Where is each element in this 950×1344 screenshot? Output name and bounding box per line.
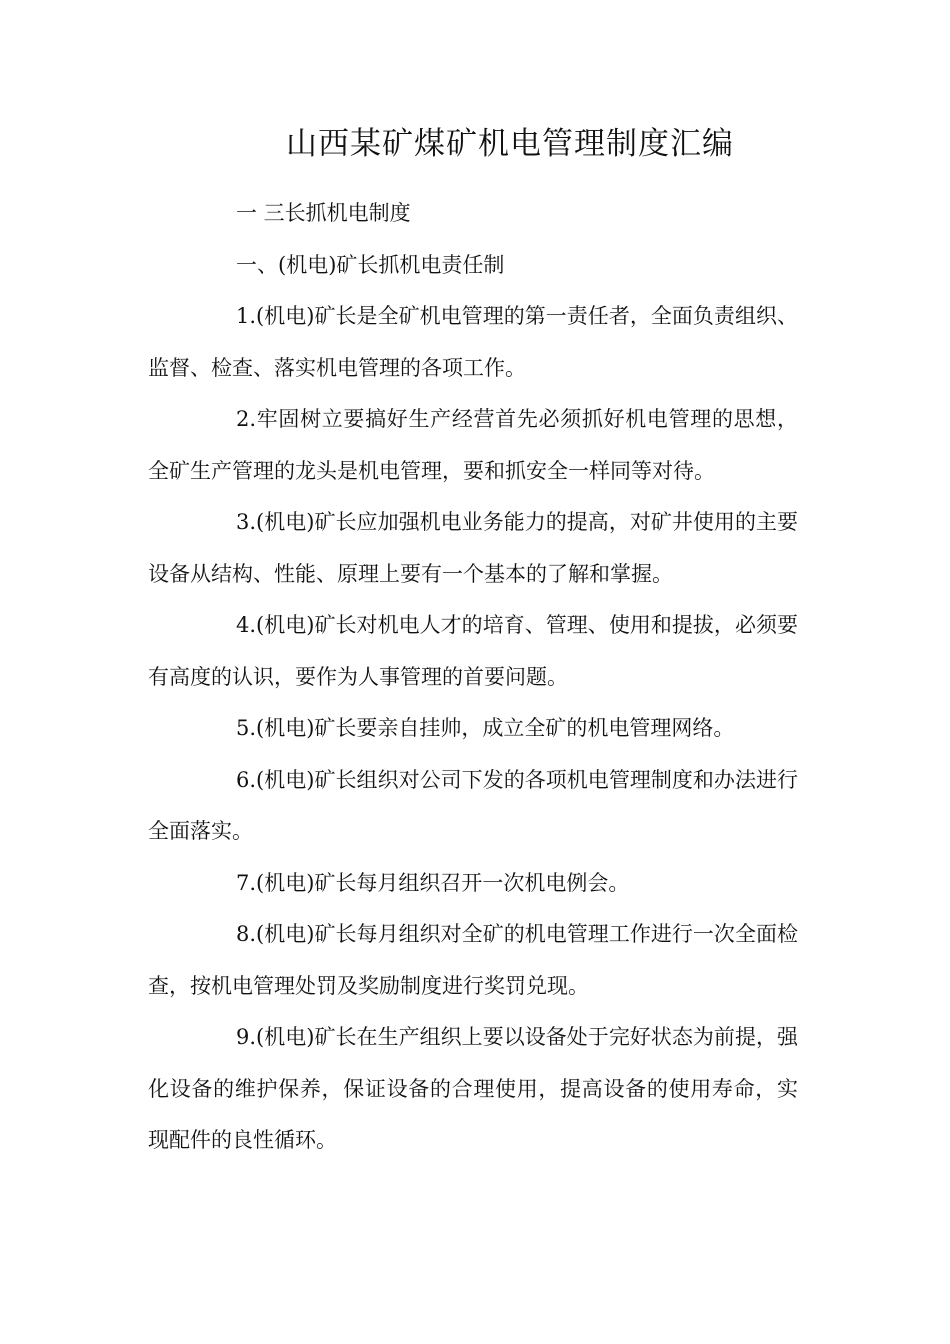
subsection-heading: 一、(机电)矿长抓机电责任制 [236, 252, 505, 277]
paragraph: 6.(机电)矿长组织对公司下发的各项机电管理制度和办法进行全面落实。 [148, 767, 798, 843]
paragraph: 1.(机电)矿长是全矿机电管理的第一责任者，全面负责组织、监督、检查、落实机电管理的各项工作。 [148, 304, 798, 380]
paragraph: 8.(机电)矿长每月组织对全矿的机电管理工作进行一次全面检查，按机电管理处罚及奖励制度进行奖罚兑现。 [148, 922, 798, 998]
paragraph: 5.(机电)矿长要亲自挂帅，成立全矿的机电管理网络。 [236, 716, 735, 740]
section-heading: 一 三长抓机电制度 [236, 201, 411, 225]
paragraph: 2.牢固树立要搞好生产经营首先必须抓好机电管理的思想，全矿生产管理的龙头是机电管理，要和抓安全一样同等对待。 [148, 407, 798, 483]
paragraph: 4.(机电)矿长对机电人才的培育、管理、使用和提拔，必须要有高度的认识，要作为人事管理的首要问题。 [148, 613, 798, 689]
document-title: 山西某矿煤矿机电管理制度汇编 [286, 126, 734, 162]
document-body [148, 188, 798, 1167]
paragraph: 3.(机电)矿长应加强机电业务能力的提高，对矿井使用的主要设备从结构、性能、原理上要有一个基本的了解和掌握。 [148, 510, 798, 586]
paragraph: 7.(机电)矿长每月组织召开一次机电例会。 [236, 870, 630, 895]
paragraph: 9.(机电)矿长在生产组织上要以设备处于完好状态为前提，强化设备的维护保养，保证设备的合理使用，提高设备的使用寿命，实现配件的良性循环。 [148, 1025, 798, 1152]
